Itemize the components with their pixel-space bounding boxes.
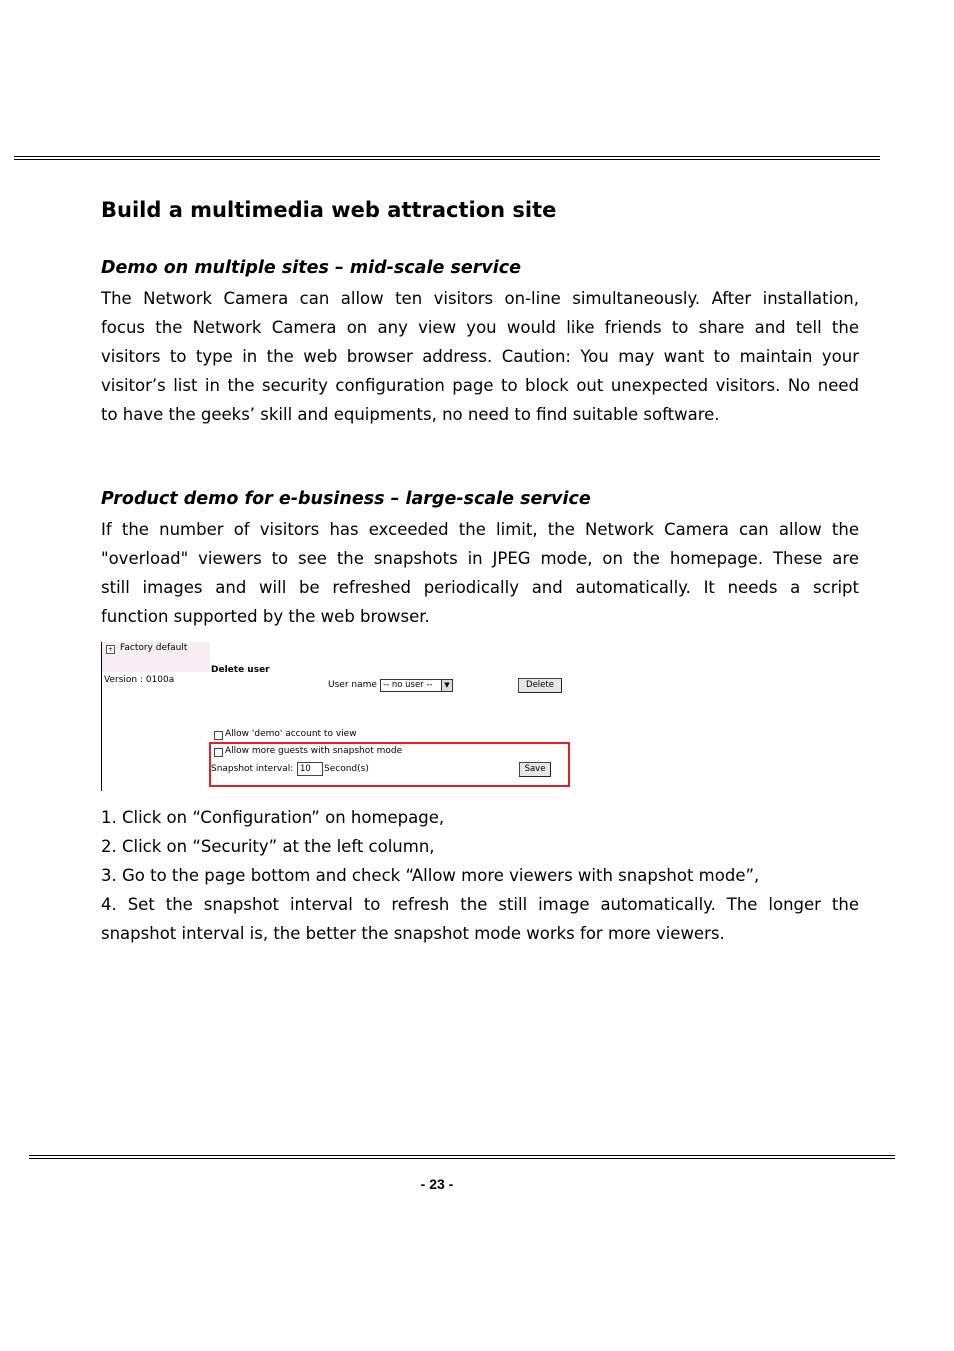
delete-user-title: Delete user xyxy=(211,665,270,675)
page-heading: Build a multimedia web attraction site xyxy=(101,198,557,222)
factory-default-link[interactable]: Factory default xyxy=(120,643,188,653)
section2-title: Product demo for e-business – large-scale service xyxy=(101,489,591,509)
snapshot-interval-label: Snapshot interval: xyxy=(211,764,294,774)
allow-demo-checkbox[interactable] xyxy=(214,731,223,740)
user-name-label: User name xyxy=(328,680,377,690)
step-item: snapshot interval is, the better the snapshot mode works for more viewers. xyxy=(101,924,725,943)
left-column xyxy=(101,642,210,791)
highlight-box xyxy=(209,742,570,787)
delete-button[interactable]: Delete xyxy=(518,678,562,693)
allow-guests-label: Allow more guests with snapshot mode xyxy=(225,746,403,756)
section1-title: Demo on multiple sites – mid-scale service xyxy=(101,258,522,278)
chevron-down-icon: ▼ xyxy=(441,680,452,691)
step-item: 1. Click on “Configuration” on homepage, xyxy=(101,808,445,827)
section1-body xyxy=(101,284,859,429)
steps-list xyxy=(101,803,859,948)
seconds-label: Second(s) xyxy=(324,764,369,774)
section2-line: "overload" viewers to see the snapshots in JPEG mode, on the homepage. These are xyxy=(101,549,859,568)
step-item: 3. Go to the page bottom and check “Allow more viewers with snapshot mode”, xyxy=(101,866,760,885)
header-rule xyxy=(14,156,880,160)
section2-line: If the number of visitors has exceeded the limit, the Network Camera can allow the xyxy=(101,520,859,539)
footer-rule xyxy=(29,1155,895,1159)
section1-line: to have the geeks’ skill and equipments, no need to find suitable software. xyxy=(101,405,720,424)
expand-icon[interactable]: + xyxy=(107,646,114,653)
section2-body xyxy=(101,515,859,631)
step-item: 4. Set the snapshot interval to refresh the still image automatically. The longer the xyxy=(101,895,859,914)
section1-line: The Network Camera can allow ten visitors on-line simultaneously. After installation, xyxy=(101,289,859,308)
section1-line: visitor’s list in the security configuration page to block out unexpected visitors. No need xyxy=(101,376,859,395)
section2-line: function supported by the web browser. xyxy=(101,607,430,626)
step-item: 2. Click on “Security” at the left column, xyxy=(101,837,435,856)
page-number: - 23 - xyxy=(420,1176,454,1192)
security-config-screenshot xyxy=(101,642,571,792)
user-name-select[interactable] xyxy=(380,679,453,692)
snapshot-interval-input[interactable]: 10 xyxy=(297,762,323,776)
section2-line: still images and will be refreshed periodically and automatically. It needs a script xyxy=(101,578,859,597)
save-button[interactable]: Save xyxy=(519,762,551,777)
allow-demo-label: Allow 'demo' account to view xyxy=(225,729,357,739)
version-label: Version : 0100a xyxy=(104,675,175,685)
user-name-select-value: -- no user -- xyxy=(383,680,433,690)
section1-line: focus the Network Camera on any view you would like friends to share and tell the xyxy=(101,318,859,337)
section1-line: visitors to type in the web browser address. Caution: You may want to maintain your xyxy=(101,347,859,366)
